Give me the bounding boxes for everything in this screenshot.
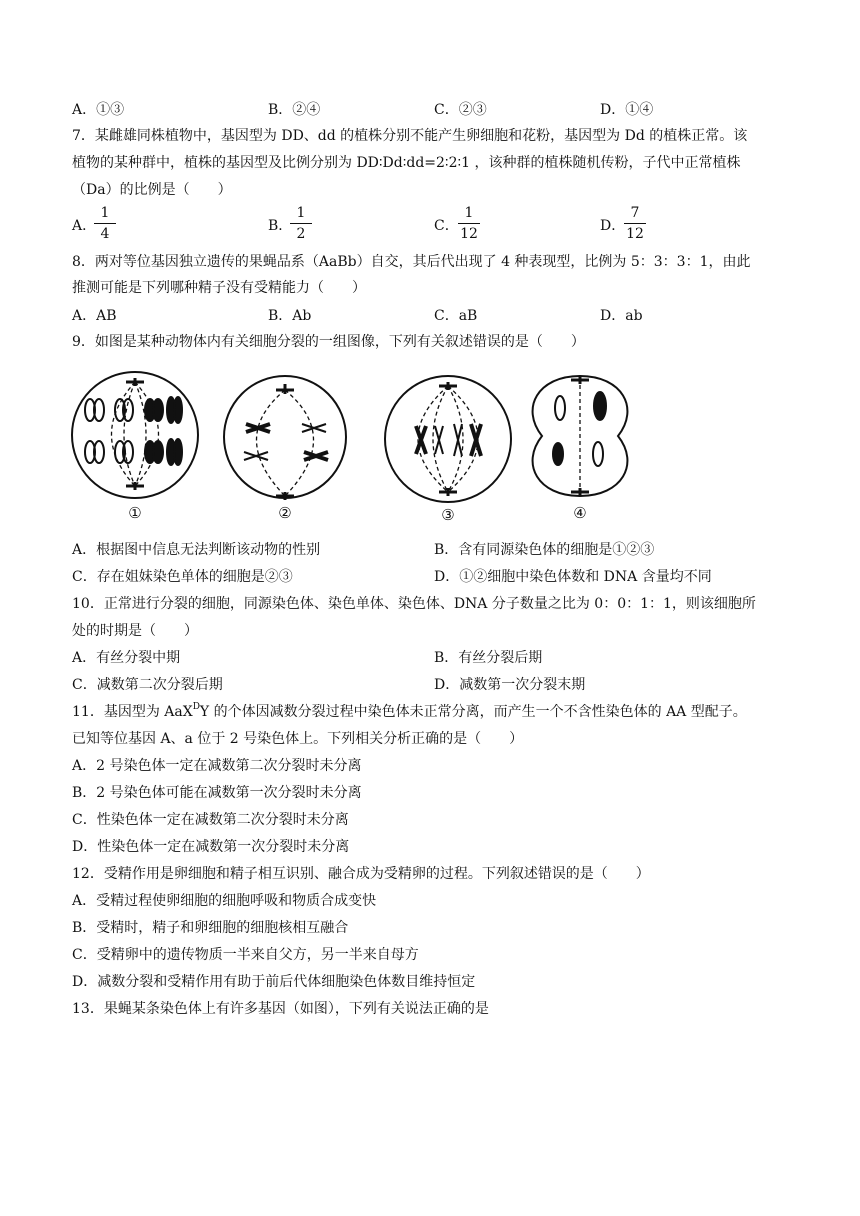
q11-option-d: D．性染色体一定在减数第一次分裂时未分离 (72, 839, 350, 855)
q11-stem-line-2: 已知等位基因 A、a 位于 2 号染色体上。下列相关分析正确的是（ ） (72, 731, 524, 747)
figure-label-1: ① (128, 504, 142, 522)
q10-option-d: D．减数第一次分裂末期 (434, 677, 586, 693)
q11-stem-line-1-end: Y 的个体因减数分裂过程中染色体未正常分离，而产生一个不含性染色体的 AA 型配子。 (199, 704, 747, 720)
q7-option-d-fraction (624, 205, 646, 242)
fraction-numerator: 7 (630, 205, 640, 221)
q12-option-c: C．受精卵中的遗传物质一半来自父方，另一半来自母方 (72, 947, 419, 963)
q11-option-c: C．性染色体一定在减数第二次分裂时未分离 (72, 812, 349, 828)
q7-option-c-fraction (458, 205, 480, 242)
q12-stem: 12．受精作用是卵细胞和精子相互识别、融合成为受精卵的过程。下列叙述错误的是（ ） (72, 866, 650, 882)
q10-stem-line-2: 处的时期是（ ） (72, 623, 198, 639)
q8-option-a: A．AB (72, 308, 117, 324)
q7-option-a-letter: A． (72, 218, 97, 234)
fraction-numerator: 1 (296, 205, 306, 221)
fraction-bar (290, 223, 312, 224)
q6-option-c: C．②③ (434, 102, 487, 118)
cell-diagram-4 (533, 376, 628, 496)
q12-option-b: B．受精时，精子和卵细胞的细胞核相互融合 (72, 920, 349, 936)
q8-option-d: D．ab (600, 308, 643, 324)
fraction-numerator: 1 (464, 205, 474, 221)
q7-option-b-fraction (290, 205, 312, 242)
figure-label-4: ④ (573, 504, 587, 522)
fraction-denominator: 12 (626, 226, 644, 242)
q8-option-c: C．aB (434, 308, 478, 324)
q10-option-c: C．减数第二次分裂后期 (72, 677, 223, 693)
q13-stem: 13．果蝇某条染色体上有许多基因（如图），下列有关说法正确的是 (72, 1001, 489, 1017)
fraction-denominator: 4 (100, 226, 110, 242)
q6-option-d: D．①④ (600, 102, 654, 118)
q7-option-d-letter: D． (600, 218, 626, 234)
q8-stem-line-2: 推测可能是下列哪种精子没有受精能力（ ） (72, 280, 366, 296)
q11-superscript: D (192, 702, 200, 713)
fraction-numerator: 1 (100, 205, 110, 221)
q11-stem-line-1 (72, 703, 747, 721)
fraction-bar (94, 223, 116, 224)
q8-option-b: B．Ab (268, 308, 312, 324)
cell-division-figure (68, 368, 648, 528)
q12-option-d: D．减数分裂和受精作用有助于前后代体细胞染色体数目维持恒定 (72, 974, 476, 990)
fraction-denominator: 12 (460, 226, 478, 242)
q8-stem-line-1: 8．两对等位基因独立遗传的果蝇品系（AaBb）自交，其后代出现了 4 种表现型，比例为 5：3：3：1，由此 (72, 254, 751, 270)
q6-option-a: A．①③ (72, 102, 125, 118)
cell-diagram-3 (385, 376, 511, 502)
q7-stem-line-1: 7．某雌雄同株植物中，基因型为 DD、dd 的植株分别不能产生卵细胞和花粉，基因型为 Dd 的植株正常。该 (72, 128, 748, 144)
fraction-bar (458, 223, 480, 224)
q10-stem-line-1: 10．正常进行分裂的细胞，同源染色体、染色单体、染色体、DNA 分子数量之比为 0：0：1：1，则该细胞所 (72, 596, 756, 612)
q6-option-b: B．②④ (268, 102, 321, 118)
q11-stem-line-1-start: 11．基因型为 AaX (72, 704, 193, 720)
q12-option-a: A．受精过程使卵细胞的细胞呼吸和物质合成变快 (72, 893, 377, 909)
q9-option-d: D．①②细胞中染色体数和 DNA 含量均不同 (434, 569, 712, 585)
q7-option-a-fraction (94, 205, 116, 242)
q9-option-a: A．根据图中信息无法判断该动物的性别 (72, 542, 321, 558)
fraction-denominator: 2 (296, 226, 306, 242)
q7-stem-line-3: （Da）的比例是（ ） (72, 182, 232, 198)
q9-option-c: C．存在姐妹染色单体的细胞是②③ (72, 569, 293, 585)
fraction-bar (624, 223, 646, 224)
q11-option-a: A．2 号染色体一定在减数第二次分裂时未分离 (72, 758, 362, 774)
q10-option-a: A．有丝分裂中期 (72, 650, 181, 666)
q7-option-b-letter: B． (268, 218, 293, 234)
q7-option-c-letter: C． (434, 218, 459, 234)
q9-stem: 9．如图是某种动物体内有关细胞分裂的一组图像，下列有关叙述错误的是（ ） (72, 334, 585, 350)
q7-stem-line-2: 植物的某种群中，植株的基因型及比例分别为 DD∶Dd∶dd=2∶2∶1 ，该种群的植株随机传粉，子代中正常植株 (72, 155, 741, 171)
figure-label-2: ② (278, 504, 292, 522)
q11-option-b: B．2 号染色体可能在减数第一次分裂时未分离 (72, 785, 362, 801)
figure-label-3: ③ (441, 506, 455, 524)
cell-diagram-2 (224, 376, 346, 500)
q10-option-b: B．有丝分裂后期 (434, 650, 543, 666)
q9-option-b: B．含有同源染色体的细胞是①②③ (434, 542, 655, 558)
cell-diagram-1 (72, 372, 198, 498)
